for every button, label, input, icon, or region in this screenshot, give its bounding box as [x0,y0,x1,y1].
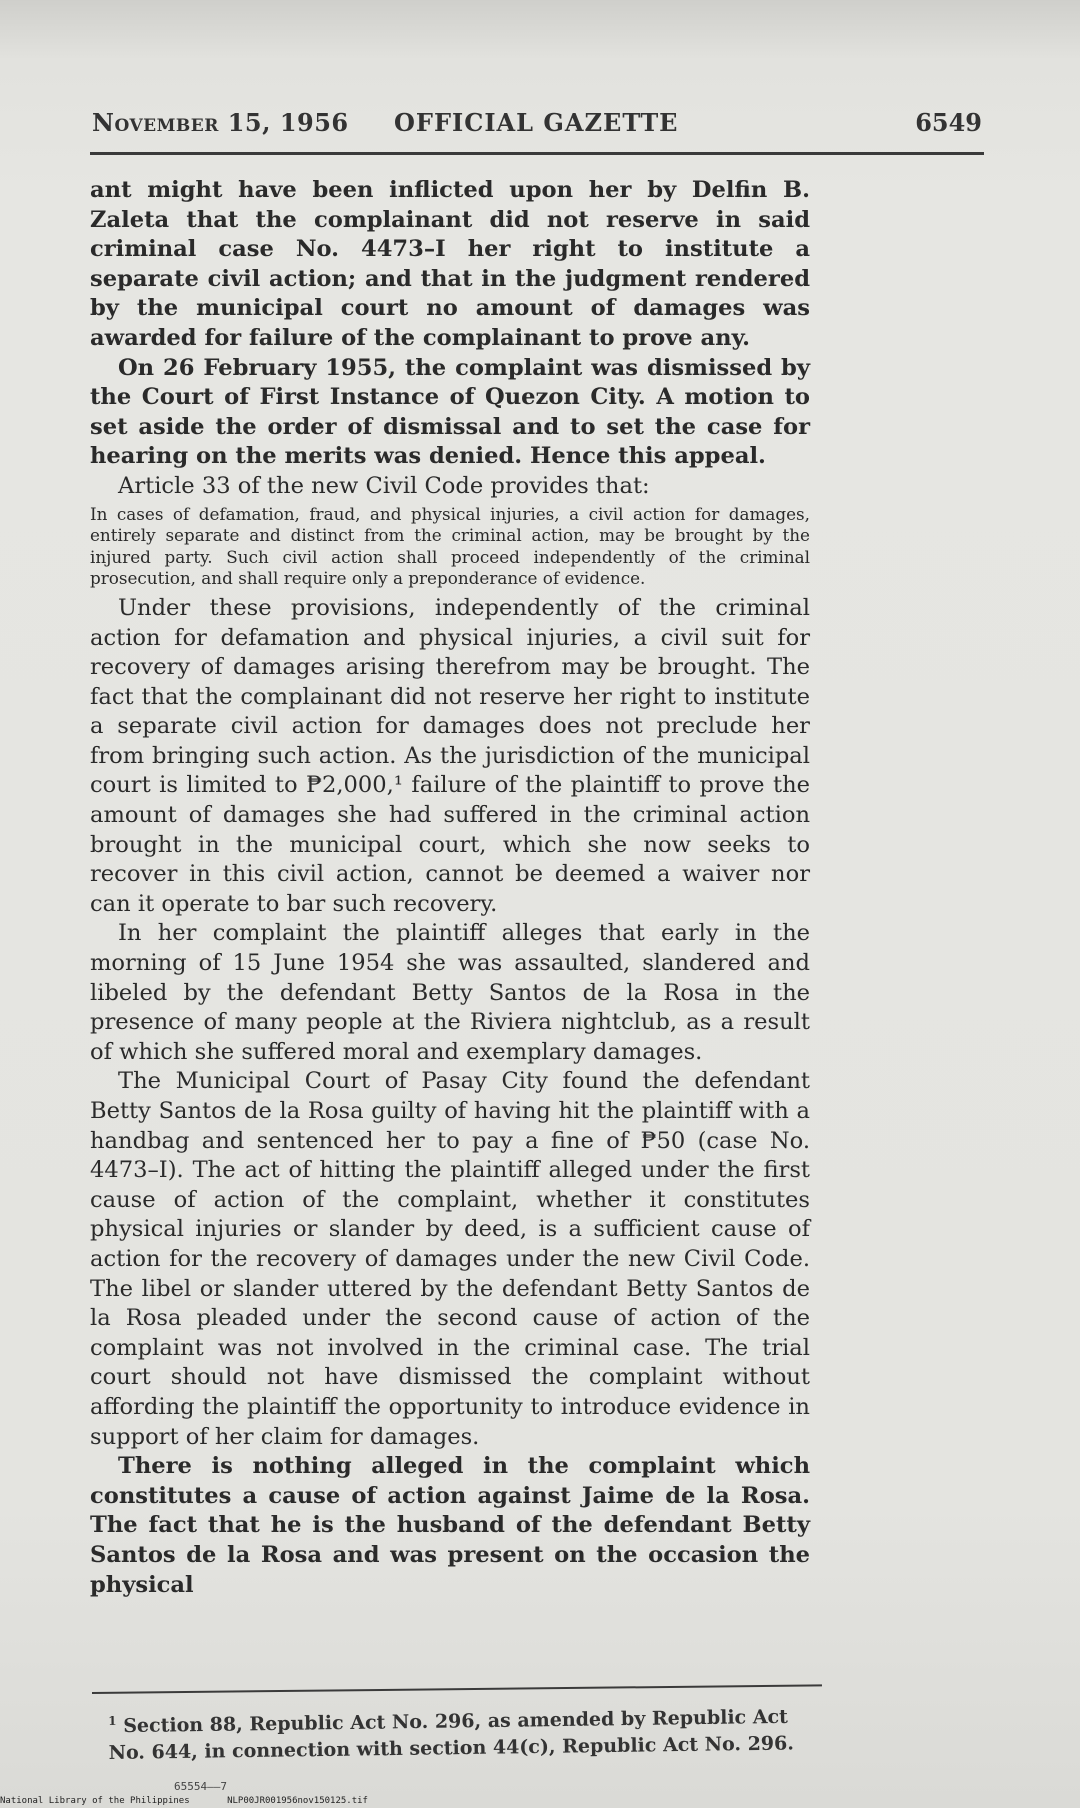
scan-file: NLP00JR001956nov150125.tif [227,1796,368,1806]
scan-library: National Library of the Philippines [0,1796,190,1806]
printer-signature: 65554——7 [174,1780,227,1793]
header-title: OFFICIAL GAZETTE [394,108,679,137]
footnote-text: Section 88, Republic Act No. 296, as amended by Republic Act No. 644, in connection with section 44(c), Republic Act No. 296. [108,1705,795,1765]
page-number: 6549 [915,108,982,137]
paragraph-7: There is nothing alleged in the complaint which constitutes a cause of action against Jaime de la Rosa. The fact that he is the husband of the defendant Betty Santos de la Rosa and was present on the occasion the physical [90,1453,810,1598]
paragraph-4: Under these provisions, independently of the criminal action for defamation and physical injuries, a civil suit for recovery of damages arising therefrom may be brought. The fact that the complainant did not reserve her right to institute a separate civil action for damages does not preclude her from bringing such action. As the jurisdiction of the municipal court is limited to ₱2,000,¹ failure of the plaintiff to prove the amount of damages she had suffered in the criminal action brought in the municipal court, which she now seeks to recover in this civil action, cannot be deemed a waiver nor can it operate to bar such recovery. [90,594,810,917]
scan-footer [0,1796,1080,1808]
header-date: November 15, 1956 [92,108,349,137]
page-header [92,108,982,148]
body-text [90,176,810,1600]
quoted-provision [90,504,810,590]
header-rule [90,152,984,155]
footnote [108,1698,829,1767]
paragraph-5: In her complaint the plaintiff alleges that early in the morning of 15 June 1954 she was assaulted, slandered and libeled by the defendant Betty Santos de la Rosa in the presence of many people at the Riviera nightclub, as a result of which she suffered moral and exemplary damages. [90,920,810,1065]
paragraph-6: The Municipal Court of Pasay City found the defendant Betty Santos de la Rosa guilty of having hit the plaintiff with a handbag and sentenced her to pay a fine of ₱50 (case No. 4473–I). The act of hitting the plaintiff alleged under the first cause of action of the complaint, whether it constitutes physical injuries or slander by deed, is a sufficient cause of action for the recovery of damages under the new Civil Code. The libel or slander uttered by the defendant Betty Santos de la Rosa pleaded under the second cause of action of the complaint was not involved in the criminal case. The trial court should not have dismissed the complaint without affording the plaintiff the opportunity to introduce evidence in support of her claim for damages. [90,1068,810,1450]
paragraph-3: Article 33 of the new Civil Code provides that: [118,472,650,499]
paragraph-1: ant might have been inflicted upon her by Delfin B. Zaleta that the complainant did not reserve in said criminal case No. 4473–I her right to institute a separate civil action; and that in the judgment rendered by the municipal court no amount of damages was awarded for failure of the complainant to prove any. [90,177,810,351]
footnote-marker: 1 [108,1713,117,1728]
paragraph-2: On 26 February 1955, the complaint was dismissed by the Court of First Instance of Quezon City. A motion to set aside the order of dismissal and to set the case for hearing on the merits was denied. Hence this appeal. [90,354,810,470]
footnote-rule [92,1684,822,1694]
quote-text: In cases of defamation, fraud, and physical injuries, a civil action for damages, entirely separate and distinct from the criminal action, may be brought by the injured party. Such civil action shall proceed independently of the criminal prosecution, and shall require only a preponderance of evidence. [90,503,810,589]
